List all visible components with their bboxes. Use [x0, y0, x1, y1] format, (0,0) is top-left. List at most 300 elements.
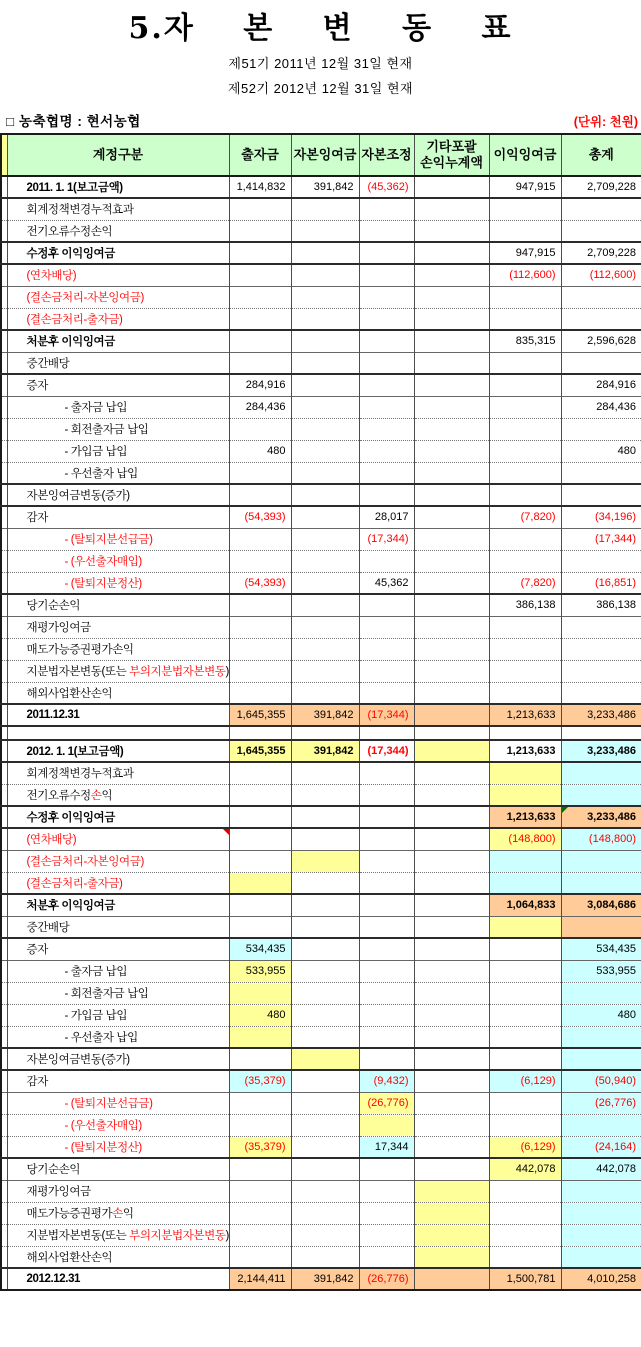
cell-capital-surplus — [291, 594, 359, 616]
cell-capital — [229, 220, 291, 242]
cell-oci — [414, 850, 489, 872]
cell-retained-earnings: (6,129) — [489, 1070, 561, 1092]
row-label: - 회전출자금 납입 — [7, 418, 229, 440]
cell-total: 3,233,486 — [561, 806, 641, 828]
cell-capital-surplus — [291, 1246, 359, 1268]
cell-capital-surplus — [291, 938, 359, 960]
cell-total — [561, 1202, 641, 1224]
col-header-capital: 출자금 — [229, 134, 291, 176]
cell-retained-earnings: 835,315 — [489, 330, 561, 352]
table-row — [1, 1224, 641, 1246]
cell-oci — [414, 982, 489, 1004]
table-row — [1, 528, 641, 550]
cell-total — [561, 1246, 641, 1268]
row-label: - 출자금 납입 — [7, 960, 229, 982]
cell-total — [561, 352, 641, 374]
cell-retained-earnings: (7,820) — [489, 506, 561, 528]
cell-retained-earnings — [489, 850, 561, 872]
cell-total — [561, 1048, 641, 1070]
cell-total — [561, 850, 641, 872]
cell-oci — [414, 1158, 489, 1180]
row-label: 2012.12.31 — [7, 1268, 229, 1290]
cell-capital-surplus — [291, 1158, 359, 1180]
cell-total — [561, 550, 641, 572]
cell-capital — [229, 286, 291, 308]
col-header-oci: 기타포괄 손익누계액 — [414, 134, 489, 176]
table-row — [1, 462, 641, 484]
row-label-part: 전기오류수정 — [26, 789, 91, 802]
table-row — [1, 1136, 641, 1158]
row-label: 증자 — [7, 938, 229, 960]
row-label: 해외사업환산손익 — [7, 682, 229, 704]
cell-capital-adjustment: (17,344) — [359, 528, 414, 550]
cell-retained-earnings — [489, 484, 561, 506]
cell-total: 3,233,486 — [561, 704, 641, 726]
row-label-red-part: 부의지분법자본변동 — [129, 666, 226, 678]
cell-oci — [414, 330, 489, 352]
cell-capital-surplus — [291, 1224, 359, 1246]
row-label — [7, 784, 229, 806]
cell-retained-earnings — [489, 220, 561, 242]
table-row — [1, 198, 641, 220]
table-row — [1, 938, 641, 960]
cell-capital: (35,379) — [229, 1136, 291, 1158]
cell-capital — [229, 1202, 291, 1224]
cell-capital-adjustment: 17,344 — [359, 1136, 414, 1158]
cell-capital-adjustment — [359, 308, 414, 330]
cell-oci — [414, 572, 489, 594]
cell-capital-surplus — [291, 1136, 359, 1158]
cell-oci — [414, 198, 489, 220]
cell-oci — [414, 682, 489, 704]
cell-capital — [229, 660, 291, 682]
cell-oci — [414, 828, 489, 850]
cell-total — [561, 1114, 641, 1136]
row-label: 중간배당 — [7, 352, 229, 374]
spacer-row — [1, 726, 641, 740]
report-period-52: 제52기 2012년 12월 31일 현재 — [227, 81, 414, 96]
cell-capital-surplus — [291, 616, 359, 638]
cell-capital: 284,916 — [229, 374, 291, 396]
cell-retained-earnings: 947,915 — [489, 242, 561, 264]
cell-capital-surplus — [291, 418, 359, 440]
cell-capital: 533,955 — [229, 960, 291, 982]
cell-retained-earnings: 1,213,633 — [489, 806, 561, 828]
table-row — [1, 960, 641, 982]
cell-total: 4,010,258 — [561, 1268, 641, 1290]
row-label: 매도가능증권평가손익 — [7, 638, 229, 660]
cell-oci — [414, 594, 489, 616]
row-label: - (탈퇴지분정산) — [7, 572, 229, 594]
cell-retained-earnings — [489, 960, 561, 982]
cell-oci — [414, 220, 489, 242]
cell-oci — [414, 638, 489, 660]
cell-capital-surplus — [291, 572, 359, 594]
cell-capital-adjustment — [359, 330, 414, 352]
cell-total: 533,955 — [561, 960, 641, 982]
cell-capital — [229, 982, 291, 1004]
cell-oci — [414, 1070, 489, 1092]
row-label: 회계정책변경누적효과 — [7, 762, 229, 784]
cell-retained-earnings — [489, 418, 561, 440]
row-label: 당기순손익 — [7, 594, 229, 616]
table-row — [1, 1268, 641, 1290]
cell-oci — [414, 1268, 489, 1290]
table-row — [1, 264, 641, 286]
cell-capital — [229, 784, 291, 806]
col-header-capital-adjustment: 자본조정 — [359, 134, 414, 176]
cell-total: 480 — [561, 1004, 641, 1026]
row-label: 재평가잉여금 — [7, 616, 229, 638]
row-label: 자본잉여금변동(증가) — [7, 484, 229, 506]
cell-total — [561, 1180, 641, 1202]
cell-capital-adjustment — [359, 872, 414, 894]
row-label: - 우선출자 납입 — [7, 462, 229, 484]
cell-oci — [414, 352, 489, 374]
cell-capital-surplus — [291, 1026, 359, 1048]
table-row — [1, 396, 641, 418]
cell-oci — [414, 1246, 489, 1268]
cell-capital — [229, 594, 291, 616]
row-label — [7, 726, 229, 740]
table-row — [1, 1070, 641, 1092]
cell-oci — [414, 374, 489, 396]
cell-capital — [229, 330, 291, 352]
cell-oci — [414, 264, 489, 286]
cell-oci — [414, 1092, 489, 1114]
cell-capital-adjustment — [359, 894, 414, 916]
table-row — [1, 572, 641, 594]
row-label: 당기순손익 — [7, 1158, 229, 1180]
cell-oci — [414, 1004, 489, 1026]
cell-capital: 2,144,411 — [229, 1268, 291, 1290]
table-row — [1, 440, 641, 462]
cell-total: (16,851) — [561, 572, 641, 594]
cell-oci — [414, 938, 489, 960]
cell-total: (24,164) — [561, 1136, 641, 1158]
cell-capital-adjustment — [359, 982, 414, 1004]
table-row — [1, 1026, 641, 1048]
cell-retained-earnings — [489, 1202, 561, 1224]
row-label: 자본잉여금변동(증가) — [7, 1048, 229, 1070]
cell-oci — [414, 1026, 489, 1048]
cell-capital-adjustment — [359, 1202, 414, 1224]
row-label: 2011. 1. 1(보고금액) — [7, 176, 229, 198]
cell-oci — [414, 1048, 489, 1070]
cell-oci — [414, 286, 489, 308]
cell-oci — [414, 1202, 489, 1224]
cell-retained-earnings — [489, 916, 561, 938]
cell-total: (26,776) — [561, 1092, 641, 1114]
cell-oci — [414, 1224, 489, 1246]
cell-capital-adjustment — [359, 916, 414, 938]
cell-capital-surplus — [291, 982, 359, 1004]
cell-retained-earnings: 947,915 — [489, 176, 561, 198]
row-label: - 가입금 납입 — [7, 1004, 229, 1026]
cell-capital-surplus — [291, 374, 359, 396]
cell-total — [561, 726, 641, 740]
cell-capital — [229, 1092, 291, 1114]
cell-retained-earnings: (112,600) — [489, 264, 561, 286]
cell-total — [561, 484, 641, 506]
cell-capital-adjustment — [359, 594, 414, 616]
cell-total — [561, 418, 641, 440]
cell-retained-earnings: 1,500,781 — [489, 1268, 561, 1290]
cell-oci — [414, 418, 489, 440]
cell-capital: 1,414,832 — [229, 176, 291, 198]
row-label-red-part: 부의지분법자본변동 — [129, 1230, 226, 1242]
col-header-capital-surplus: 자본잉여금 — [291, 134, 359, 176]
cell-capital-adjustment — [359, 440, 414, 462]
cell-capital — [229, 616, 291, 638]
cell-total — [561, 682, 641, 704]
header-row — [1, 134, 641, 176]
table-row — [1, 374, 641, 396]
table-row — [1, 220, 641, 242]
cell-oci — [414, 726, 489, 740]
cell-retained-earnings — [489, 638, 561, 660]
cell-total: (112,600) — [561, 264, 641, 286]
row-label-part: 익 — [101, 789, 113, 802]
cell-retained-earnings — [489, 762, 561, 784]
row-label: - (우선출자매입) — [7, 550, 229, 572]
table-row — [1, 484, 641, 506]
cell-oci — [414, 1180, 489, 1202]
cell-retained-earnings: 1,213,633 — [489, 704, 561, 726]
table-row — [1, 682, 641, 704]
cell-capital-adjustment — [359, 682, 414, 704]
cell-oci — [414, 242, 489, 264]
cell-total: (17,344) — [561, 528, 641, 550]
cell-retained-earnings — [489, 660, 561, 682]
cell-capital: 534,435 — [229, 938, 291, 960]
cell-capital-adjustment: (17,344) — [359, 740, 414, 762]
cell-capital-surplus — [291, 1114, 359, 1136]
cell-retained-earnings — [489, 1026, 561, 1048]
cell-capital: (54,393) — [229, 572, 291, 594]
cell-capital — [229, 198, 291, 220]
cell-capital-adjustment — [359, 1048, 414, 1070]
row-label — [7, 1202, 229, 1224]
cell-capital-adjustment — [359, 762, 414, 784]
cell-capital-surplus — [291, 1180, 359, 1202]
row-label: 2012. 1. 1(보고금액) — [7, 740, 229, 762]
cell-capital-adjustment — [359, 850, 414, 872]
cell-capital-adjustment — [359, 462, 414, 484]
cell-capital — [229, 806, 291, 828]
cell-retained-earnings — [489, 286, 561, 308]
cell-total: 3,233,486 — [561, 740, 641, 762]
row-label: - (탈퇴지분정산) — [7, 1136, 229, 1158]
table-row — [1, 1158, 641, 1180]
cell-capital-surplus — [291, 506, 359, 528]
cell-capital-adjustment — [359, 286, 414, 308]
cell-total — [561, 1026, 641, 1048]
table-row — [1, 660, 641, 682]
table-row — [1, 506, 641, 528]
cell-capital — [229, 418, 291, 440]
table-row — [1, 616, 641, 638]
cell-capital — [229, 242, 291, 264]
cell-capital-adjustment — [359, 264, 414, 286]
cell-capital-adjustment — [359, 1004, 414, 1026]
cell-capital-surplus — [291, 960, 359, 982]
cell-oci — [414, 704, 489, 726]
unit-label: (단위: 천원) — [573, 115, 638, 129]
cell-oci — [414, 762, 489, 784]
cell-capital-surplus — [291, 872, 359, 894]
row-label: - (탈퇴지분선급금) — [7, 528, 229, 550]
row-label: 수정후 이익잉여금 — [7, 806, 229, 828]
row-label: (연차배당) — [7, 828, 229, 850]
cell-capital-surplus: 391,842 — [291, 740, 359, 762]
cell-capital-adjustment — [359, 1114, 414, 1136]
cell-capital-adjustment — [359, 418, 414, 440]
cell-capital-surplus — [291, 396, 359, 418]
cell-total — [561, 784, 641, 806]
row-label — [7, 660, 229, 682]
cell-retained-earnings — [489, 396, 561, 418]
cell-capital: 480 — [229, 1004, 291, 1026]
table-row — [1, 1092, 641, 1114]
cell-total: 2,709,228 — [561, 242, 641, 264]
table-row — [1, 242, 641, 264]
row-label: 재평가잉여금 — [7, 1180, 229, 1202]
row-label: 해외사업환산손익 — [7, 1246, 229, 1268]
table-row — [1, 894, 641, 916]
cell-capital-surplus — [291, 528, 359, 550]
cell-capital — [229, 264, 291, 286]
cell-retained-earnings — [489, 682, 561, 704]
cell-capital — [229, 916, 291, 938]
cell-capital — [229, 850, 291, 872]
row-label-red-part: 손 — [112, 1208, 123, 1220]
cell-retained-earnings — [489, 1224, 561, 1246]
cell-capital-surplus — [291, 762, 359, 784]
cell-retained-earnings — [489, 352, 561, 374]
cell-oci — [414, 1136, 489, 1158]
cell-capital-surplus — [291, 462, 359, 484]
cell-capital — [229, 894, 291, 916]
cell-retained-earnings: 442,078 — [489, 1158, 561, 1180]
cell-capital-surplus — [291, 916, 359, 938]
cell-total: 3,084,686 — [561, 894, 641, 916]
row-label — [7, 1224, 229, 1246]
cell-retained-earnings — [489, 1180, 561, 1202]
cell-capital — [229, 1180, 291, 1202]
cell-capital-surplus — [291, 220, 359, 242]
cell-retained-earnings — [489, 1092, 561, 1114]
cell-capital-surplus — [291, 1048, 359, 1070]
cell-total: 480 — [561, 440, 641, 462]
cell-capital-surplus: 391,842 — [291, 1268, 359, 1290]
cell-capital-adjustment — [359, 484, 414, 506]
cell-oci — [414, 660, 489, 682]
cell-capital-surplus — [291, 484, 359, 506]
cell-oci — [414, 440, 489, 462]
cell-capital — [229, 1048, 291, 1070]
cell-capital-adjustment — [359, 550, 414, 572]
cell-oci — [414, 550, 489, 572]
cell-oci — [414, 960, 489, 982]
cell-retained-earnings — [489, 1114, 561, 1136]
report-period-51: 제51기 2011년 12월 31일 현재 — [228, 56, 413, 71]
cell-oci — [414, 784, 489, 806]
table-row — [1, 1004, 641, 1026]
cell-retained-earnings — [489, 462, 561, 484]
table-row — [1, 1114, 641, 1136]
cell-retained-earnings: 1,064,833 — [489, 894, 561, 916]
table-row — [1, 1180, 641, 1202]
cell-oci — [414, 740, 489, 762]
cell-total — [561, 308, 641, 330]
cell-capital-adjustment — [359, 784, 414, 806]
comment-marker-green — [562, 807, 568, 813]
table-row — [1, 418, 641, 440]
cell-retained-earnings — [489, 528, 561, 550]
cell-total: 2,596,628 — [561, 330, 641, 352]
cell-capital-adjustment — [359, 1180, 414, 1202]
col-header-retained-earnings: 이익잉여금 — [489, 134, 561, 176]
table-row — [1, 330, 641, 352]
cell-retained-earnings — [489, 1004, 561, 1026]
cell-capital — [229, 1224, 291, 1246]
cell-capital-surplus — [291, 286, 359, 308]
row-label: (결손금처리-자본잉여금) — [7, 850, 229, 872]
cell-total — [561, 616, 641, 638]
table-row — [1, 850, 641, 872]
col-header-total: 총계 — [561, 134, 641, 176]
cell-capital-adjustment — [359, 638, 414, 660]
row-label: - 회전출자금 납입 — [7, 982, 229, 1004]
cell-capital-adjustment — [359, 938, 414, 960]
cell-capital-adjustment: (26,776) — [359, 1268, 414, 1290]
cell-capital-adjustment — [359, 960, 414, 982]
table-row — [1, 916, 641, 938]
cell-capital-surplus — [291, 784, 359, 806]
cell-capital-surplus — [291, 806, 359, 828]
cell-capital-surplus: 391,842 — [291, 176, 359, 198]
cell-total — [561, 286, 641, 308]
cell-capital-surplus — [291, 330, 359, 352]
table-row — [1, 1246, 641, 1268]
cell-capital — [229, 1026, 291, 1048]
cell-total — [561, 462, 641, 484]
cell-capital-adjustment — [359, 198, 414, 220]
cell-capital-adjustment — [359, 660, 414, 682]
cell-total — [561, 638, 641, 660]
cell-retained-earnings — [489, 1048, 561, 1070]
row-label-part: 매도가능증권평가 — [26, 1208, 113, 1220]
row-label: - (우선출자매입) — [7, 1114, 229, 1136]
table-row — [1, 828, 641, 850]
table-row — [1, 1048, 641, 1070]
row-label: (결손금처리-출자금) — [7, 872, 229, 894]
cell-total — [561, 872, 641, 894]
comment-marker-red — [223, 829, 229, 835]
cell-capital-surplus — [291, 1092, 359, 1114]
row-label: 회계정책변경누적효과 — [7, 198, 229, 220]
cell-capital-adjustment — [359, 616, 414, 638]
row-label: 감자 — [7, 1070, 229, 1092]
row-label: 처분후 이익잉여금 — [7, 330, 229, 352]
cell-retained-earnings — [489, 550, 561, 572]
cell-retained-earnings — [489, 982, 561, 1004]
cell-retained-earnings: (7,820) — [489, 572, 561, 594]
row-label: 2011.12.31 — [7, 704, 229, 726]
cell-capital-surplus — [291, 638, 359, 660]
cell-capital-surplus — [291, 894, 359, 916]
